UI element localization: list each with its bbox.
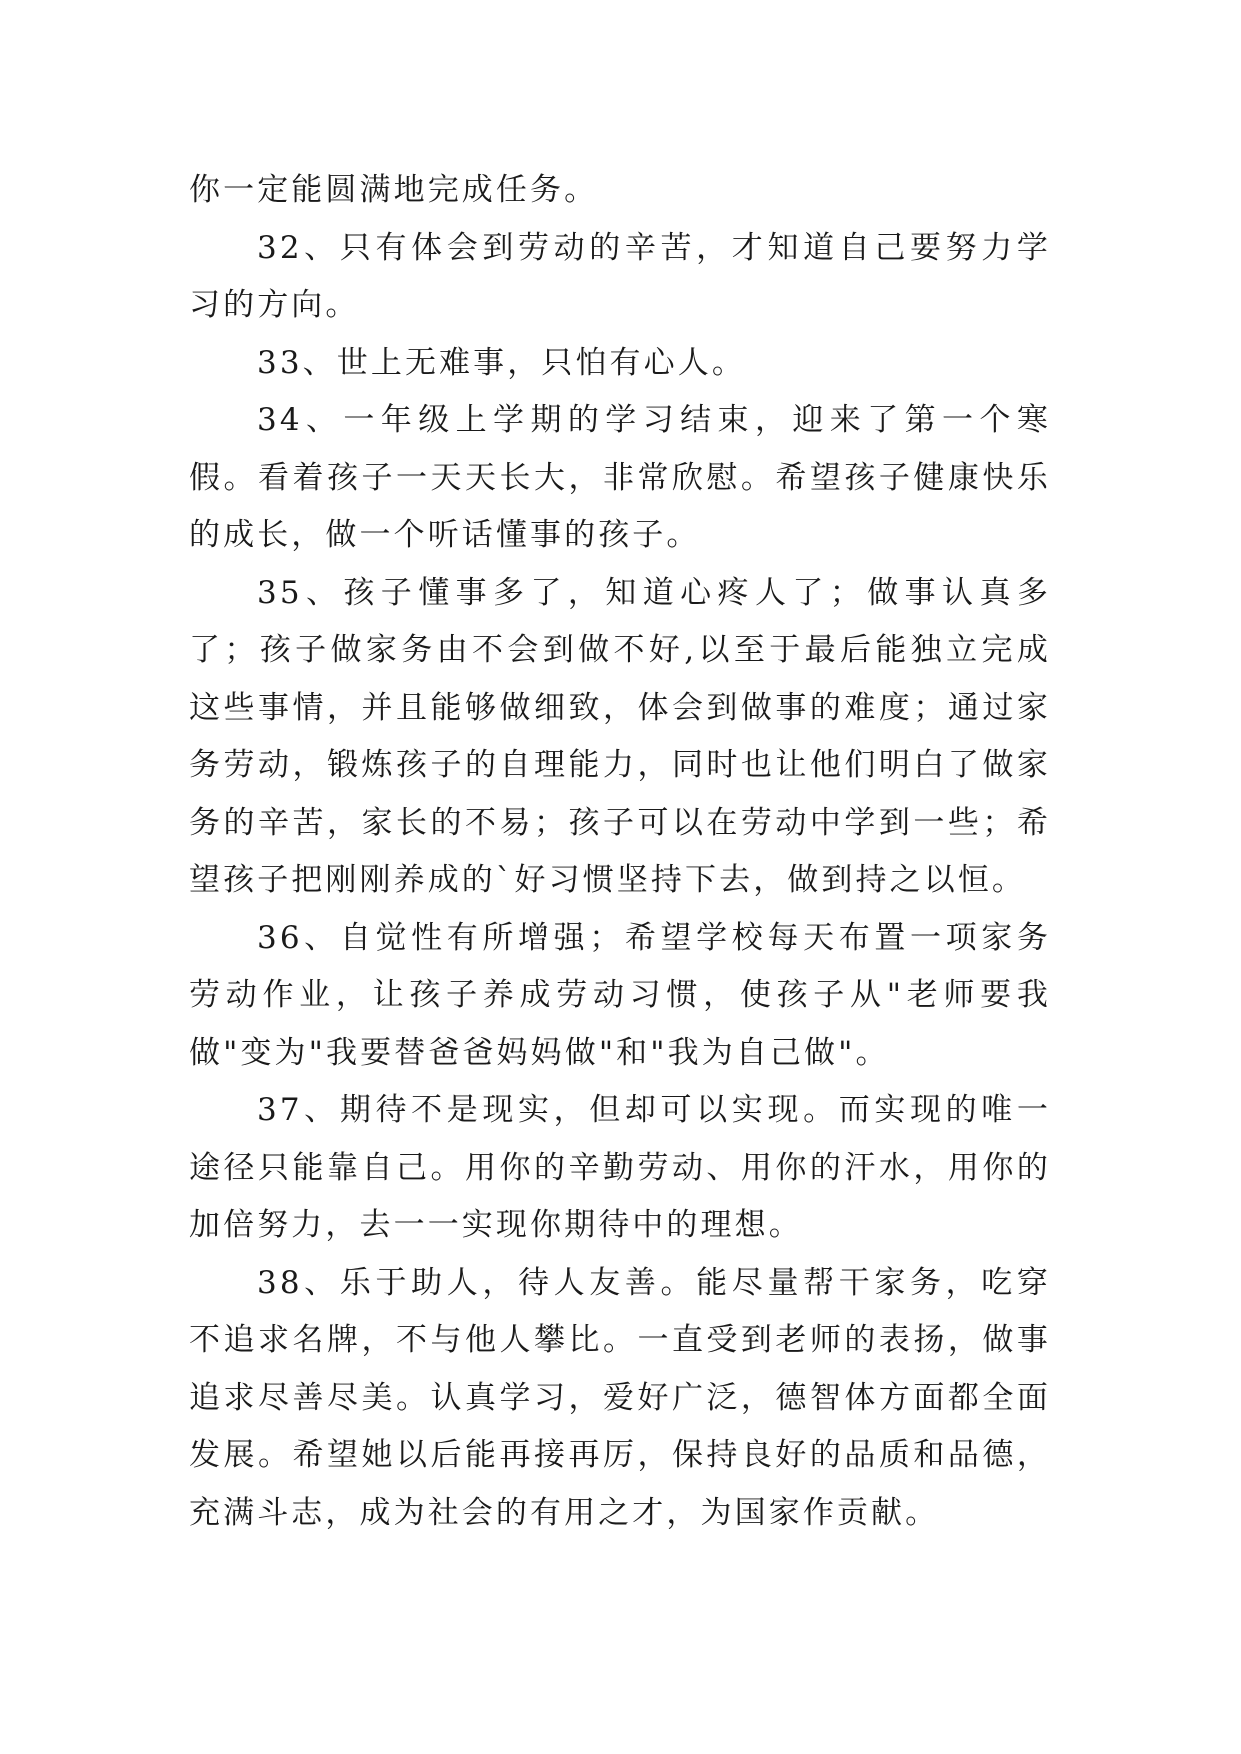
paragraph-34: 34、一年级上学期的学习结束，迎来了第一个寒假。看着孩子一天天长大，非常欣慰。希望孩子健康快乐的成长，做一个听话懂事的孩子。: [189, 402, 1051, 553]
document-body: [189, 162, 1051, 1542]
paragraph-33: 33、世上无难事，只怕有心人。: [257, 344, 746, 381]
paragraph-35: 35、孩子懂事多了，知道心疼人了；做事认真多了；孩子做家务由不会到做不好,以至于最后能独立完成这些事情，并且能够做细致，体会到做事的难度；通过家务劳动，锻炼孩子的自理能力，同时也让他们明白了做家务的辛苦，家长的不易；孩子可以在劳动中学到一些；希望孩子把刚刚养成的`好习惯坚持下去，做到持之以恒。: [189, 574, 1051, 898]
paragraph-36: 36、自觉性有所增强；希望学校每天布置一项家务劳动作业，让孩子养成劳动习惯，使孩子从"老师要我做"变为"我要替爸爸妈妈做"和"我为自己做"。: [189, 919, 1051, 1071]
paragraph-continuation: 你一定能圆满地完成任务。: [189, 172, 599, 208]
paragraph-37: 37、期待不是现实，但却可以实现。而实现的唯一途径只能靠自己。用你的辛勤劳动、用你的汗水，用你的加倍努力，去一一实现你期待中的理想。: [189, 1092, 1051, 1243]
paragraph-38: 38、乐于助人，待人友善。能尽量帮干家务，吃穿不追求名牌，不与他人攀比。一直受到老师的表扬，做事追求尽善尽美。认真学习，爱好广泛，德智体方面都全面发展。希望她以后能再接再厉，保持良好的品质和品德，充满斗志，成为社会的有用之才，为国家作贡献。: [189, 1264, 1051, 1531]
paragraph-32: 32、只有体会到劳动的辛苦，才知道自己要努力学习的方向。: [189, 229, 1051, 323]
